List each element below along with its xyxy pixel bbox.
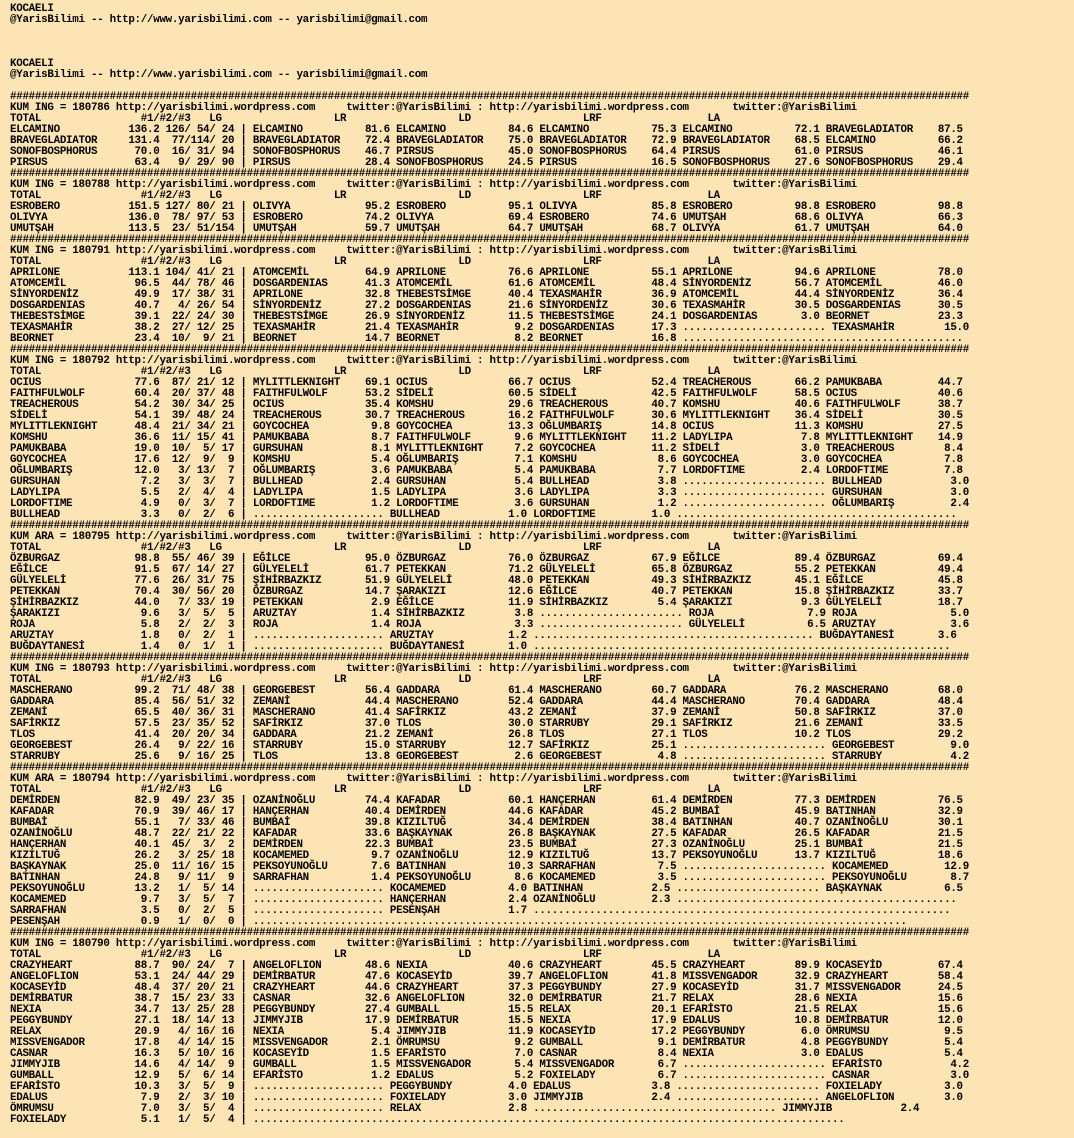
result-row: BUMBAİ 55.1 7/ 33/ 46 | BUMBAİ 39.8 KIZILTUĞ 34.4 DEMİRDEN 38.4 BATINHAN 40.7 OZANİNOĞLU 30.1 <box>10 817 963 829</box>
result-row: DEMİRBATUR 38.7 15/ 23/ 33 | CASNAR 32.6 ANGELOFLION 32.0 DEMİRBATUR 21.7 RELAX 28.6 NEXIA 15.6 <box>10 993 963 1005</box>
separator-line: ########################################################################################################################################################## <box>10 927 970 939</box>
result-row: SONOFBOSPHORUS 70.0 16/ 31/ 94 | SONOFBOSPHORUS 46.7 PIRSUS 45.0 SONOFBOSPHORUS 64.4 PIRSUS 61.0 PIRSUS 46.1 <box>10 146 963 158</box>
result-row: BATINHAN 24.8 9/ 11/ 9 | SARRAFHAN 1.4 PEKSOYUNOĞLU 8.6 KOCAMEMED 3.5 ....................... PEKSOYUNOĞLU 8.7 <box>10 872 970 884</box>
separator-line: ########################################################################################################################################################## <box>10 762 970 774</box>
blank-line <box>10 37 1074 48</box>
text-line: KOCAELI <box>10 3 54 15</box>
race-header-line: KUM ING = 180790 http://yarisbilimi.wordpress.com twitter:@YarisBilimi : http://yarisbilimi.wordpress.com twitter:@YarisBilimi <box>10 938 857 950</box>
result-row: TEXASMAHİR 38.2 27/ 12/ 25 | TEXASMAHİR 21.4 TEXASMAHİR 9.2 DOSGARDENIAS 17.3 ....................... TEXASMAHİR 15.0 <box>10 322 970 334</box>
result-row: EFARİSTO 10.3 3/ 5/ 9 | ..................... PEGGYBUNDY 4.0 EDALUS 3.8 ....................... FOXIELADY 3.0 <box>10 1081 963 1093</box>
result-row: ANGELOFLION 53.1 24/ 44/ 29 | DEMİRBATUR 47.6 KOCASEYİD 39.7 ANGELOFLION 41.8 MISSVENGADOR 32.9 CRAZYHEART 58.4 <box>10 971 963 983</box>
column-header-line: TOTAL #1/#2/#3 LG LR LD LRF LA <box>10 542 720 554</box>
result-row: DOSGARDENIAS 40.7 4/ 26/ 54 | SİNYORDENİZ 27.2 DOSGARDENIAS 21.6 SİNYORDENİZ 30.6 TEXASMAHİR 30.5 DOSGARDENIAS 30.5 <box>10 300 963 312</box>
result-row: ŞİHİRBAZKIZ 44.0 7/ 33/ 19 | PETEKKAN 2.9 EĞİLCE 11.9 SİHİRBAZKIZ 5.4 ŞARAKIZI 9.3 GÜLYELELİ 18.7 <box>10 597 963 609</box>
result-row: KAFADAR 70.9 39/ 46/ 17 | HANÇERHAN 40.4 DEMİRDEN 44.6 KAFADAR 45.2 BUMBAİ 45.9 BATINHAN 32.9 <box>10 806 963 818</box>
result-row: GEORGEBEST 26.4 9/ 22/ 16 | STARRUBY 15.0 STARRUBY 12.7 SAFİRKIZ 25.1 ....................... GEORGEBEST 9.0 <box>10 740 970 752</box>
text-line: @YarisBilimi -- http://www.yarisbilimi.com -- yarisbilimi@gmail.com <box>10 69 428 81</box>
result-row: BRAVEGLADIATOR 131.4 77/114/ 20 | BRAVEGLADIATOR 72.4 BRAVEGLADIATOR 75.0 BRAVEGLADIATOR 72.9 BRAVEGLADIATOR 68.5 ELCAMINO 66.2 <box>10 135 963 147</box>
separator-line: ########################################################################################################################################################## <box>10 520 970 532</box>
result-row: RELAX 20.9 4/ 16/ 16 | NEXIA 5.4 JIMMYJIB 11.9 KOCASEYİD 17.2 PEGGYBUNDY 6.0 ÖMRUMSU 9.5 <box>10 1026 963 1038</box>
result-row: LADYLIPA 5.5 2/ 4/ 4 | LADYLIPA 1.5 LADYLIPA 3.6 LADYLIPA 3.3 ....................... GURSUHAN 3.0 <box>10 487 970 499</box>
result-row: KOCAMEMED 9.7 3/ 5/ 7 | ..................... HANÇERHAN 2.4 OZANİNOĞLU 2.3 ............................................. <box>10 894 957 906</box>
result-row: BAŞKAYNAK 25.0 11/ 16/ 15 | PEKSOYUNOĞLU 7.6 BATINHAN 10.3 SARRAFHAN 7.5 ....................... KOCAMEMED 12.9 <box>10 861 970 873</box>
race-header-line: KUM ING = 180791 http://yarisbilimi.wordpress.com twitter:@YarisBilimi : http://yarisbilimi.wordpress.com twitter:@YarisBilimi <box>10 245 857 257</box>
result-row: MYLITTLEKNIGHT 48.4 21/ 34/ 21 | GOYCOCHEA 9.8 GOYCOCHEA 13.3 OĞLUMBARIŞ 14.8 OCIUS 11.3 KOMSHU 27.5 <box>10 421 963 433</box>
text-line: KOCAELI <box>10 58 54 70</box>
race-header-line: KUM ING = 180793 http://yarisbilimi.wordpress.com twitter:@YarisBilimi : http://yarisbilimi.wordpress.com twitter:@YarisBilimi <box>10 663 857 675</box>
result-row: UMUTŞAH 113.5 23/ 51/154 | UMUTŞAH 59.7 UMUTŞAH 64.7 UMUTŞAH 68.7 OLIVYA 61.7 UMUTŞAH 64.0 <box>10 223 963 235</box>
column-header-line: TOTAL #1/#2/#3 LG LR LD LRF LA <box>10 256 720 268</box>
result-row: FAITHFULWOLF 60.4 20/ 37/ 48 | FAITHFULWOLF 53.2 SİDELİ 60.5 SİDELİ 42.5 FAITHFULWOLF 58.5 OCIUS 40.6 <box>10 388 963 400</box>
result-row: APRILONE 113.1 104/ 41/ 21 | ATOMCEMİL 64.9 APRILONE 76.6 APRILONE 55.1 APRILONE 94.6 APRILONE 78.0 <box>10 267 963 279</box>
result-row: PESENŞAH 0.9 1/ 0/ 0 | ......................................................................................................... <box>10 916 907 928</box>
text-line: @YarisBilimi -- http://www.yarisbilimi.com -- yarisbilimi@gmail.com <box>10 14 428 26</box>
result-row: GADDARA 85.4 56/ 51/ 32 | ZEMANİ 44.4 MASCHERANO 52.4 GADDARA 44.4 MASCHERANO 70.4 GADDARA 48.4 <box>10 696 963 708</box>
result-row: GÜLYELELİ 77.6 26/ 31/ 75 | ŞİHİRBAZKIZ 51.9 GÜLYELELİ 48.0 PETEKKAN 49.3 SİHİRBAZKIZ 45.1 EĞİLCE 45.8 <box>10 575 963 587</box>
result-row: SARRAFHAN 3.5 0/ 2/ 5 | ..................... PESENŞAH 1.7 ................................................................... <box>10 905 951 917</box>
result-row: NEXIA 34.7 13/ 25/ 28 | PEGGYBUNDY 27.4 GUMBALL 15.5 RELAX 20.1 EFARİSTO 21.5 RELAX 15.6 <box>10 1004 963 1016</box>
result-row: FOXIELADY 5.1 1/ 5/ 4 | ............................................................................................... <box>10 1114 845 1126</box>
result-row: OZANİNOĞLU 48.7 22/ 21/ 22 | KAFADAR 33.6 BAŞKAYNAK 26.8 BAŞKAYNAK 27.5 KAFADAR 26.5 KAFADAR 21.5 <box>10 828 963 840</box>
result-row: JIMMYJIB 14.6 4/ 14/ 9 | GUMBALL 1.5 MISSVENGADOR 5.4 MISSVENGADOR 6.7 ....................... EFARİSTO 4.2 <box>10 1059 970 1071</box>
result-row: GOYCOCHEA 17.6 12/ 9/ 9 | KOMSHU 5.4 OĞLUMBARIŞ 7.1 KOMSHU 8.6 GOYCOCHEA 3.0 GOYCOCHEA 7.8 <box>10 454 963 466</box>
result-row: SİNYORDENİZ 49.9 17/ 38/ 31 | APRILONE 32.8 THEBESTSİMGE 40.4 TEXASMAHİR 36.9 ATOMCEMİL 44.4 SİNYORDENİZ 36.4 <box>10 289 963 301</box>
result-row: ARUZTAY 1.8 0/ 2/ 1 | ..................... ARUZTAY 1.2 ............................................. BUĞDAYTANESİ 3.6 <box>10 630 957 642</box>
result-row: ROJA 5.8 2/ 2/ 3 | ROJA 1.4 ROJA 3.3 ....................... GÜLYELELİ 6.5 ARUZTAY 3.6 <box>10 619 970 631</box>
result-row: MISSVENGADOR 17.8 4/ 14/ 15 | MISSVENGADOR 2.1 ÖMRUMSU 9.2 GUMBALL 9.1 DEMİRBATUR 4.8 PEGGYBUNDY 5.4 <box>10 1037 963 1049</box>
result-row: TREACHEROUS 54.2 30/ 34/ 25 | OCIUS 35.4 KOMSHU 29.6 TREACHEROUS 40.7 KOMSHU 40.6 FAITHFULWOLF 38.7 <box>10 399 963 411</box>
result-row: ŞARAKIZI 9.6 3/ 5/ 5 | ARUZTAY 1.4 SİHİRBAZKIZ 3.8 ....................... ROJA 7.9 ROJA 5.0 <box>10 608 970 620</box>
result-row: SİDELİ 54.1 39/ 48/ 24 | TREACHEROUS 30.7 TREACHEROUS 16.2 FAITHFULWOLF 30.6 MYLITTLEKNIGHT 36.4 SİDELİ 30.5 <box>10 410 963 422</box>
result-row: PETEKKAN 70.4 30/ 56/ 20 | ÖZBURGAZ 14.7 ŞARAKIZI 12.6 EĞİLCE 40.7 PETEKKAN 15.8 ŞİHİRBAZKIZ 33.7 <box>10 586 963 598</box>
column-header-line: TOTAL #1/#2/#3 LG LR LD LRF LA <box>10 784 720 796</box>
separator-line: ########################################################################################################################################################## <box>10 168 970 180</box>
result-row: OCIUS 77.6 87/ 21/ 12 | MYLITTLEKNIGHT 69.1 OCIUS 66.7 OCIUS 52.4 TREACHEROUS 66.2 PAMUKBABA 44.7 <box>10 377 963 389</box>
result-row: PAMUKBABA 19.0 10/ 5/ 17 | GURSUHAN 8.1 MYLITTLEKNIGHT 7.2 GOYCOCHEA 11.2 SİDELİ 3.0 TREACHEROUS 8.4 <box>10 443 963 455</box>
result-row: OĞLUMBARIŞ 12.0 3/ 13/ 7 | OĞLUMBARIŞ 3.6 PAMUKBABA 5.4 PAMUKBABA 7.7 LORDOFTIME 2.4 LORDOFTIME 7.8 <box>10 465 963 477</box>
result-row: KOMSHU 36.6 11/ 15/ 41 | PAMUKBABA 8.7 FAITHFULWOLF 9.6 MYLITTLEKNIGHT 11.2 LADYLIPA 7.8 MYLITTLEKNIGHT 14.9 <box>10 432 963 444</box>
result-row: ESROBERO 151.5 127/ 80/ 21 | OLIVYA 95.2 ESROBERO 95.1 OLIVYA 85.8 ESROBERO 98.8 ESROBERO 98.8 <box>10 201 963 213</box>
race-header-line: KUM ING = 180786 http://yarisbilimi.wordpress.com twitter:@YarisBilimi : http://yarisbilimi.wordpress.com twitter:@YarisBilimi <box>10 102 857 114</box>
result-row: HANÇERHAN 40.1 45/ 3/ 2 | DEMİRDEN 22.3 BUMBAİ 23.5 BUMBAİ 27.3 OZANİNOĞLU 25.1 BUMBAİ 21.5 <box>10 839 963 851</box>
result-row: PEKSOYUNOĞLU 13.2 1/ 5/ 14 | ..................... KOCAMEMED 4.0 BATINHAN 2.5 ....................... BAŞKAYNAK 6.5 <box>10 883 963 895</box>
column-header-line: TOTAL #1/#2/#3 LG LR LD LRF LA <box>10 949 720 961</box>
result-row: MASCHERANO 99.2 71/ 48/ 38 | GEORGEBEST 56.4 GADDARA 61.4 MASCHERANO 60.7 GADDARA 76.2 MASCHERANO 68.0 <box>10 685 963 697</box>
separator-line: ########################################################################################################################################################## <box>10 652 970 664</box>
result-row: BEORNET 23.4 10/ 9/ 21 | BEORNET 14.7 BEORNET 8.2 BEORNET 16.8 ............................................. <box>10 333 963 345</box>
result-row: ZEMANİ 65.5 40/ 36/ 31 | MASCHERANO 41.4 SAFİRKIZ 43.2 ZEMANİ 37.9 ZEMANİ 50.8 SAFİRKIZ 37.0 <box>10 707 963 719</box>
result-row: STARRUBY 25.6 9/ 16/ 25 | TLOS 13.8 GEORGEBEST 2.6 GEORGEBEST 4.8 ....................... STARRUBY 4.2 <box>10 751 970 763</box>
result-row: PIRSUS 63.4 9/ 29/ 90 | PIRSUS 28.4 SONOFBOSPHORUS 24.5 PIRSUS 16.5 SONOFBOSPHORUS 27.6 SONOFBOSPHORUS 29.4 <box>10 157 963 169</box>
race-header-line: KUM ING = 180792 http://yarisbilimi.wordpress.com twitter:@YarisBilimi : http://yarisbilimi.wordpress.com twitter:@YarisBilimi <box>10 355 857 367</box>
result-row: CASNAR 16.3 5/ 10/ 16 | KOCASEYİD 1.5 EFARİSTO 7.0 CASNAR 8.4 NEXIA 3.0 EDALUS 5.4 <box>10 1048 963 1060</box>
result-row: LORDOFTIME 4.9 0/ 3/ 7 | LORDOFTIME 1.2 LORDOFTIME 3.6 GURSUHAN 1.2 ....................... OĞLUMBARIŞ 2.4 <box>10 498 970 510</box>
column-header-line: TOTAL #1/#2/#3 LG LR LD LRF LA <box>10 366 720 378</box>
result-row: TLOS 41.4 20/ 20/ 34 | GADDARA 21.2 ZEMANİ 26.8 TLOS 27.1 TLOS 10.2 TLOS 29.2 <box>10 729 963 741</box>
result-row: OLIVYA 136.0 78/ 97/ 53 | ESROBERO 74.2 OLIVYA 69.4 ESROBERO 74.6 UMUTŞAH 68.6 OLIVYA 66.3 <box>10 212 963 224</box>
race-header-line: KUM ARA = 180794 http://yarisbilimi.wordpress.com twitter:@YarisBilimi : http://yarisbilimi.wordpress.com twitter:@YarisBilimi <box>10 773 857 785</box>
result-row: DEMİRDEN 82.9 49/ 23/ 35 | OZANİNOĞLU 74.4 KAFADAR 60.1 HANÇERHAN 61.4 DEMİRDEN 77.3 DEMİRDEN 76.5 <box>10 795 963 807</box>
result-row: KOCASEYİD 48.4 37/ 20/ 21 | CRAZYHEART 44.6 CRAZYHEART 37.3 PEGGYBUNDY 27.9 KOCASEYİD 31.7 MISSVENGADOR 24.5 <box>10 982 963 994</box>
result-row: ATOMCEMİL 96.5 44/ 78/ 46 | DOSGARDENIAS 41.3 ATOMCEMİL 61.6 ATOMCEMİL 48.4 SİNYORDENİZ 56.7 ATOMCEMİL 46.0 <box>10 278 963 290</box>
race-header-line: KUM ARA = 180795 http://yarisbilimi.wordpress.com twitter:@YarisBilimi : http://yarisbilimi.wordpress.com twitter:@YarisBilimi <box>10 531 857 543</box>
result-row: ÖZBURGAZ 98.8 55/ 46/ 39 | EĞİLCE 95.0 ÖZBURGAZ 76.0 ÖZBURGAZ 67.9 EĞİLCE 89.4 ÖZBURGAZ 69.4 <box>10 553 963 565</box>
result-row: ELCAMINO 136.2 126/ 54/ 24 | ELCAMINO 81.6 ELCAMINO 84.6 ELCAMINO 75.3 ELCAMINO 72.1 BRAVEGLADIATOR 87.5 <box>10 124 963 136</box>
result-row: BUĞDAYTANESİ 1.4 0/ 1/ 1 | ..................... BUĞDAYTANESİ 1.0 ................................................................... <box>10 641 951 653</box>
result-row: EĞİLCE 91.5 67/ 14/ 27 | GÜLYELELİ 61.7 PETEKKAN 71.2 GÜLYELELİ 65.8 ÖZBURGAZ 55.2 PETEKKAN 49.4 <box>10 564 963 576</box>
separator-line: ########################################################################################################################################################## <box>10 234 970 246</box>
blank-line <box>10 26 1074 37</box>
race-header-line: KUM ING = 180788 http://yarisbilimi.wordpress.com twitter:@YarisBilimi : http://yarisbilimi.wordpress.com twitter:@YarisBilimi <box>10 179 857 191</box>
result-row: GUMBALL 12.9 5/ 6/ 14 | EFARİSTO 1.2 EDALUS 5.2 FOXIELADY 6.7 ....................... CASNAR 3.0 <box>10 1070 970 1082</box>
result-row: ÖMRUMSU 7.0 3/ 5/ 4 | ..................... RELAX 2.8 ....................................... JIMMYJIB 2.4 <box>10 1103 920 1115</box>
column-header-line: TOTAL #1/#2/#3 LG LR LD LRF LA <box>10 113 720 125</box>
column-header-line: TOTAL #1/#2/#3 LG LR LD LRF LA <box>10 190 720 202</box>
result-row: CRAZYHEART 88.7 90/ 24/ 7 | ANGELOFLION 48.6 NEXIA 40.6 CRAZYHEART 45.5 CRAZYHEART 89.9 KOCASEYİD 67.4 <box>10 960 963 972</box>
column-header-line: TOTAL #1/#2/#3 LG LR LD LRF LA <box>10 674 720 686</box>
result-row: THEBESTSİMGE 39.1 22/ 24/ 30 | THEBESTSİMGE 26.9 SİNYORDENİZ 11.5 THEBESTSİMGE 24.1 DOSGARDENIAS 3.0 BEORNET 23.3 <box>10 311 963 323</box>
separator-line: ########################################################################################################################################################## <box>10 91 970 103</box>
result-row: PEGGYBUNDY 27.1 18/ 14/ 13 | JIMMYJIB 17.9 DEMİRBATUR 15.5 NEXIA 17.9 EDALUS 10.8 DEMİRBATUR 12.0 <box>10 1015 963 1027</box>
result-row: GURSUHAN 7.2 3/ 3/ 7 | BULLHEAD 2.4 GURSUHAN 5.4 BULLHEAD 3.8 ....................... BULLHEAD 3.0 <box>10 476 970 488</box>
separator-line: ########################################################################################################################################################## <box>10 344 970 356</box>
blank-line <box>10 48 1074 59</box>
result-row: EDALUS 7.9 2/ 3/ 10 | ..................... FOXIELADY 3.0 JIMMYJIB 2.4 ....................... ANGELOFLION 3.0 <box>10 1092 963 1104</box>
result-row: KIZILTUĞ 26.2 3/ 25/ 18 | KOCAMEMED 9.7 OZANİNOĞLU 12.9 KIZILTUĞ 13.7 PEKSOYUNOĞLU 13.7 KIZILTUĞ 18.6 <box>10 850 963 862</box>
result-row: BULLHEAD 3.3 0/ 2/ 6 | ..................... BULLHEAD 1.0 LORDOFTIME 1.0 ............................................. <box>10 509 957 521</box>
result-row: SAFİRKIZ 57.5 23/ 35/ 52 | SAFİRKIZ 37.0 TLOS 30.0 STARRUBY 29.1 SAFİRKIZ 21.6 ZEMANİ 33.5 <box>10 718 963 730</box>
